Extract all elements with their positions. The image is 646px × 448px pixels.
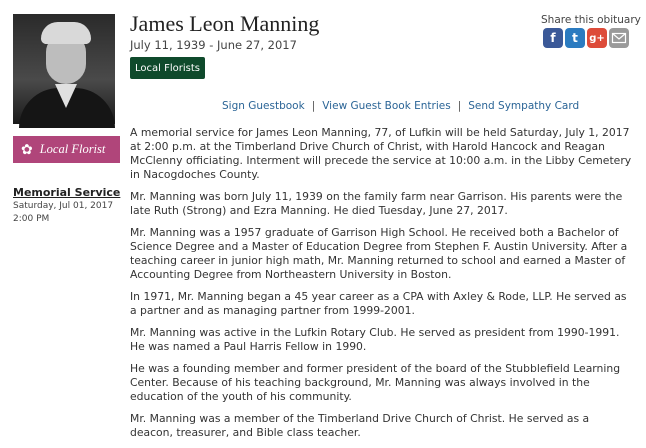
local-florist-banner[interactable] bbox=[13, 136, 120, 163]
obituary-paragraph: Mr. Manning was active in the Lufkin Rotary Club. He served as president from 1990-1991. He was named a Paul Harris Fellow in 1990. bbox=[130, 326, 620, 353]
obituary-paragraph: Mr. Manning was a 1957 graduate of Garrison High School. He received both a Bachelor of Science Degree and a Master of Education Degree from Stephen F. Austin University. After a teaching career in junior high math, Mr. Manning returned to school and earned a Master of Accounting Degree from Northeastern University in Boston. bbox=[130, 226, 628, 281]
google-plus-icon[interactable]: g+ bbox=[587, 28, 607, 48]
share-label: Share this obituary bbox=[541, 14, 641, 26]
link-separator: | bbox=[457, 100, 462, 112]
obituary-paragraph: A memorial service for James Leon Manning, 77, of Lufkin will be held Saturday, July 1, 2017 at 2:00 p.m. at the Timberland Drive Church of Christ, with Harold Hancock and Reagan McClenny officiating. Interment will precede the service at 10:00 a.m. in the Libby Cemetery in Nacogdoches County. bbox=[130, 126, 632, 181]
deceased-name: James Leon Manning bbox=[130, 11, 320, 36]
service-time: 2:00 PM bbox=[13, 214, 50, 224]
local-florist-label: Local Florist bbox=[39, 142, 106, 156]
obituary-paragraph: He was a founding member and former president of the board of the Stubblefield Learning Center. Because of his teaching background, Mr. Manning was always involved in the education of the youth of his community. bbox=[130, 362, 621, 403]
obituary-portrait-photo bbox=[13, 14, 115, 124]
obituary-paragraph: Mr. Manning was born July 11, 1939 on the family farm near Garrison. His parents were the late Ruth (Strong) and Ezra Manning. He died Tuesday, June 27, 2017. bbox=[130, 190, 623, 217]
facebook-icon[interactable]: f bbox=[543, 28, 563, 48]
twitter-icon[interactable]: t bbox=[565, 28, 585, 48]
guestbook-links bbox=[222, 100, 579, 112]
life-dates: July 11, 1939 - June 27, 2017 bbox=[130, 38, 297, 52]
email-icon[interactable] bbox=[609, 28, 629, 48]
obituary-paragraph: In 1971, Mr. Manning began a 45 year career as a CPA with Axley & Rode, LLP. He served as a partner and as managing partner from 1999-2001. bbox=[130, 290, 627, 317]
obituary-paragraph: Mr. Manning was a member of the Timberland Drive Church of Christ. He served as a deacon, treasurer, and Bible class teacher. bbox=[130, 412, 590, 439]
local-florists-button[interactable]: Local Florists bbox=[130, 57, 205, 79]
tulip-icon: ✿ bbox=[21, 141, 33, 158]
memorial-service-link[interactable]: Memorial Service bbox=[13, 186, 121, 199]
obituary-text bbox=[130, 126, 635, 448]
link-separator: | bbox=[311, 100, 316, 112]
service-date: Saturday, Jul 01, 2017 bbox=[13, 201, 114, 211]
share-icons bbox=[543, 28, 629, 48]
sign-guestbook-link[interactable]: Sign Guestbook bbox=[222, 100, 305, 112]
view-guestbook-entries-link[interactable]: View Guest Book Entries bbox=[322, 100, 451, 112]
send-sympathy-card-link[interactable]: Send Sympathy Card bbox=[468, 100, 580, 112]
